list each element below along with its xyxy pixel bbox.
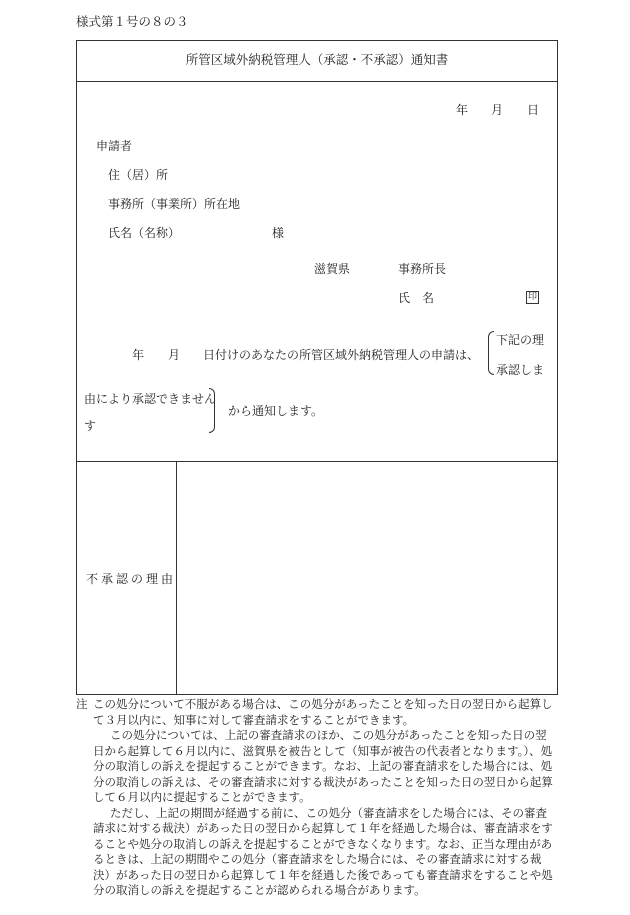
choice-approve-bottom: 承認しま bbox=[496, 363, 545, 377]
note-text-1: この処分について不服がある場合は、この処分があったことを知った日の翌日から起算して３月以内に、知事に対して審査請求をすることができます。 bbox=[93, 697, 553, 727]
notice-closing: から通知します。 bbox=[228, 404, 324, 418]
date-month: 月 bbox=[491, 103, 504, 117]
title-divider bbox=[76, 81, 558, 82]
body-month: 月 bbox=[168, 348, 181, 362]
note-paragraph-3: ただし、上記の期間が経過する前に、この処分（審査請求をした場合には、その審査請求に対する裁決）があった日の翌日から起算して１年を経過した場合は、審査請求をすることや処分の取消しの訴えを提起することができなくなります。なお、正当な理由があるときは、上記の期間やこの処分（審査請求をした場合には、その審査請求に対する裁決）があった日の翌日から起算して１年を経過した後であっても審査請求をすることや処分の取消しの訴えを提起することが認められる場合があります。 bbox=[93, 805, 553, 897]
issuer-prefecture: 滋賀県 bbox=[314, 262, 351, 276]
choice-reject-end: す bbox=[84, 419, 97, 433]
note-paragraph-2: この処分については、上記の審査請求のほか、この処分があったことを知った日の翌日から起算して６月以内に、滋賀県を被告として（知事が被告の代表者となります。）、処分の取消しの訴えを提起することができます。なお、上記の審査請求をした場合には、処分の取消しの訴えは、その審査請求に対する裁決があったことを知った日の翌日から起算して６月以内に提起することができます。 bbox=[93, 728, 553, 804]
applicant-heading: 申請者 bbox=[96, 139, 133, 153]
document-title: 所管区域外納税管理人（承認・不承認）通知書 bbox=[185, 52, 449, 67]
note-paragraph-1 bbox=[76, 697, 554, 728]
body-text-main: 日付けのあなたの所管区域外納税管理人の申請は、 bbox=[203, 348, 480, 362]
choice-brace-right bbox=[209, 388, 215, 433]
seal-mark: 印 bbox=[528, 292, 538, 302]
note-label: 注 bbox=[76, 697, 88, 711]
address-label: 住（居）所 bbox=[108, 168, 169, 182]
date-year: 年 bbox=[456, 103, 469, 117]
choice-approve-top: 下記の理 bbox=[496, 333, 545, 347]
reason-field[interactable] bbox=[177, 462, 557, 694]
applicant-name-label: 氏名（名称） bbox=[108, 226, 181, 240]
notes-section bbox=[76, 697, 554, 899]
choice-brace-left bbox=[488, 331, 494, 375]
honorific: 様 bbox=[272, 226, 285, 240]
issuer-name-label: 氏 名 bbox=[398, 291, 435, 305]
issuer-office-head: 事務所長 bbox=[398, 262, 447, 276]
reason-label: 不承認の理由 bbox=[86, 572, 177, 586]
form-number: 様式第１号の８の３ bbox=[76, 14, 189, 29]
body-year: 年 bbox=[132, 348, 145, 362]
office-address-label: 事務所（事業所）所在地 bbox=[108, 197, 241, 211]
date-day: 日 bbox=[527, 103, 540, 117]
choice-reject-text: 由により承認できません bbox=[84, 392, 217, 406]
